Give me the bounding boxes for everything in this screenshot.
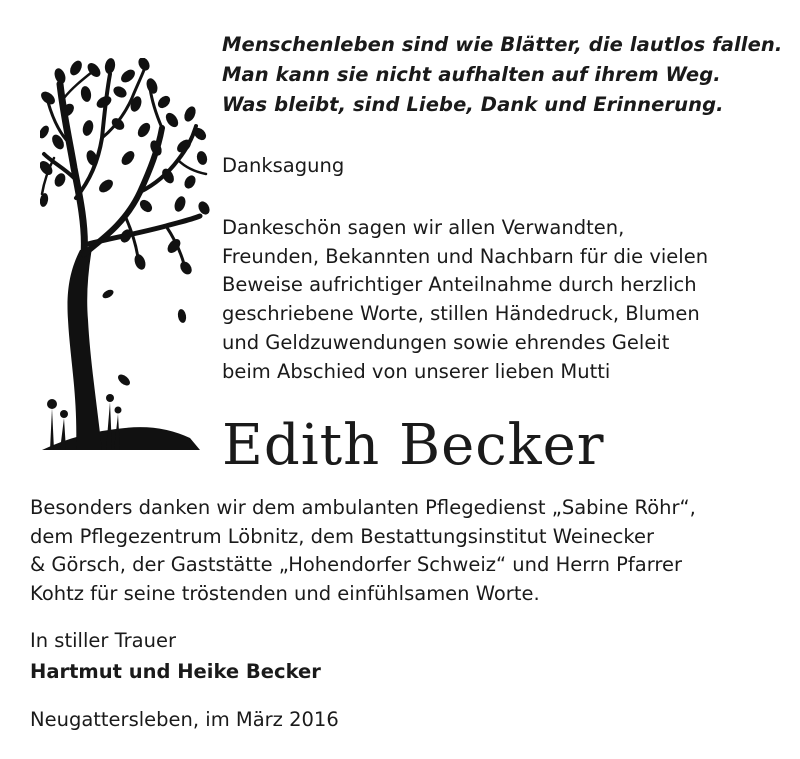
poem-line: Man kann sie nicht aufhalten auf ihrem Weg. — [222, 63, 721, 86]
place-date: Neugattersleben, im März 2016 — [30, 708, 339, 731]
heading-danksagung: Danksagung — [222, 154, 345, 177]
intro-line: beim Abschied von unserer lieben Mutti — [222, 359, 611, 383]
poem-line: Menschenleben sind wie Blätter, die lautlos fallen. — [222, 33, 783, 56]
thanks-line: Besonders danken wir dem ambulanten Pflegedienst „Sabine Röhr“, — [30, 496, 696, 519]
intro-line: geschriebene Worte, stillen Händedruck, Blumen — [222, 302, 700, 326]
tree-with-falling-leaves-icon — [40, 58, 210, 468]
thanks-paragraph — [30, 494, 790, 608]
intro-line: Beweise aufrichtiger Anteilnahme durch herzlich — [222, 273, 697, 297]
intro-line: Freunden, Bekannten und Nachbarn für die vielen — [222, 244, 709, 268]
intro-line: und Geldzuwendungen sowie ehrendes Geleit — [222, 330, 670, 354]
intro-paragraph — [222, 214, 792, 386]
signers: Hartmut und Heike Becker — [30, 660, 321, 683]
poem — [222, 30, 792, 120]
intro-line: Dankeschön sagen wir allen Verwandten, — [222, 216, 625, 239]
deceased-name: Edith Becker — [222, 413, 605, 478]
thanks-line: Kohtz für seine tröstenden und einfühlsamen Worte. — [30, 581, 540, 605]
thanks-line: dem Pflegezentrum Löbnitz, dem Bestattungsinstitut Weinecker — [30, 524, 655, 548]
poem-line: Was bleibt, sind Liebe, Dank und Erinnerung. — [222, 93, 724, 116]
mourning-phrase: In stiller Trauer — [30, 629, 176, 652]
thanks-line: & Görsch, der Gaststätte „Hohendorfer Schweiz“ und Herrn Pfarrer — [30, 553, 682, 576]
